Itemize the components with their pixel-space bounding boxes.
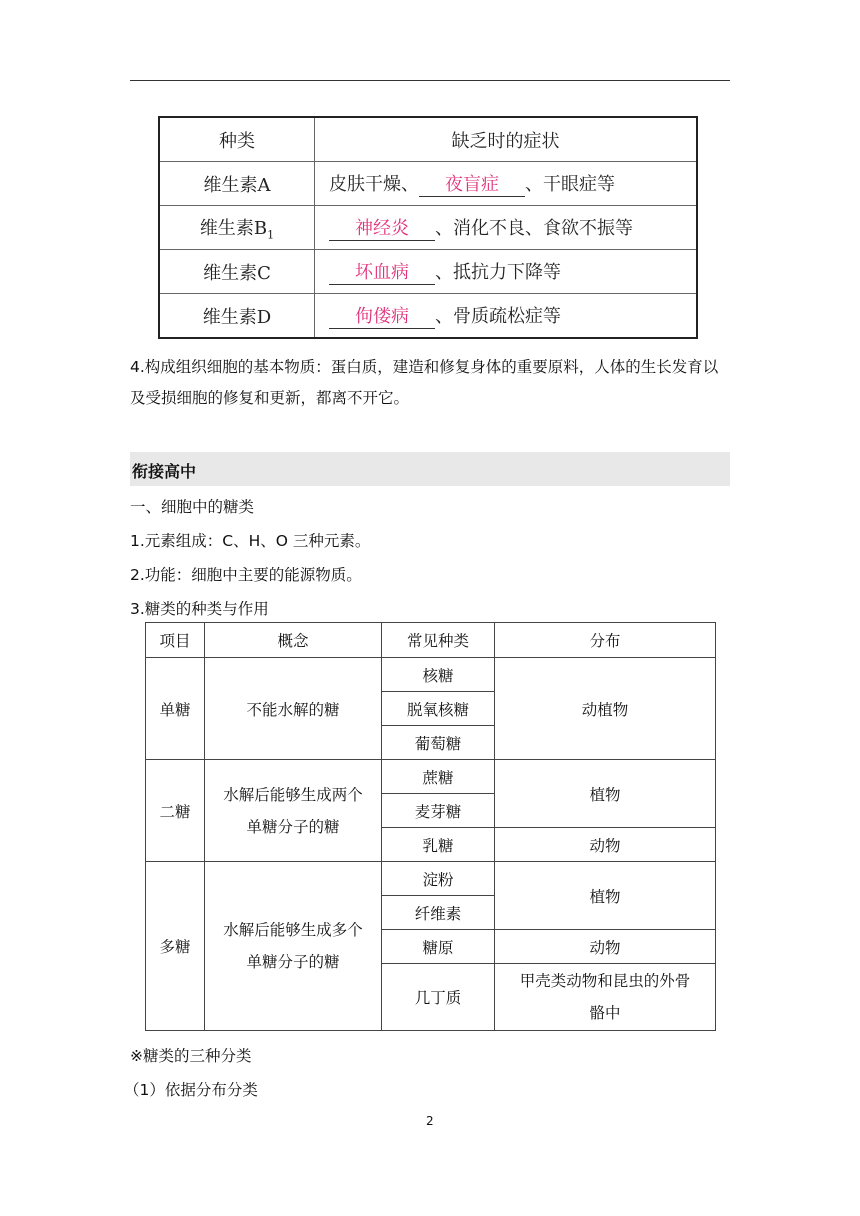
header-cell: 分布 — [495, 623, 716, 658]
page-number: 2 — [426, 1114, 434, 1128]
type-cell: 葡萄糖 — [382, 726, 495, 760]
header-cell: 常见种类 — [382, 623, 495, 658]
table-row — [146, 862, 716, 896]
distribution-cell: 植物 — [495, 760, 716, 828]
type-cell: 纤维素 — [382, 896, 495, 930]
vitamin-name: 维生素D — [159, 294, 315, 339]
text-line: 3.糖类的种类与作用 — [130, 600, 269, 618]
vitamin-name: 维生素C — [159, 250, 315, 294]
category-cell: 多糖 — [146, 862, 205, 1031]
answer-blank: 佝偻病 — [329, 302, 435, 329]
distribution-line: 甲壳类动物和昆虫的外骨 — [519, 972, 691, 990]
concept-line: 单糖分子的糖 — [246, 953, 340, 971]
type-cell: 蔗糖 — [382, 760, 495, 794]
answer-blank: 坏血病 — [329, 258, 435, 285]
type-cell: 核糖 — [382, 658, 495, 692]
distribution-cell — [495, 964, 716, 1031]
header-cell: 种类 — [159, 117, 315, 162]
concept-cell — [205, 760, 382, 862]
type-cell: 麦芽糖 — [382, 794, 495, 828]
symptom-pre: 皮肤干燥、 — [329, 174, 419, 195]
vitamin-name: 维生素B — [199, 217, 268, 239]
section-bar — [130, 452, 730, 486]
symptom-post: 、干眼症等 — [525, 174, 615, 195]
note-subheading: （1）依据分布分类 — [124, 1081, 258, 1099]
category-cell: 二糖 — [146, 760, 205, 862]
type-cell: 几丁质 — [382, 964, 495, 1031]
table-row — [159, 294, 697, 339]
concept-cell: 不能水解的糖 — [205, 658, 382, 760]
table-row — [146, 658, 716, 692]
vitamin-table — [158, 116, 698, 339]
table-row — [159, 206, 697, 250]
table-row — [146, 760, 716, 794]
header-rule — [130, 80, 730, 81]
distribution-cell: 动植物 — [495, 658, 716, 760]
answer-blank: 神经炎 — [329, 214, 435, 241]
distribution-line: 骼中 — [589, 1004, 621, 1022]
header-cell: 项目 — [146, 623, 205, 658]
text-line: 1.元素组成：C、H、O 三种元素。 — [130, 532, 371, 550]
vitamin-name: 维生素A — [159, 162, 315, 206]
distribution-cell: 植物 — [495, 862, 716, 930]
distribution-cell: 动物 — [495, 828, 716, 862]
type-cell: 脱氧核糖 — [382, 692, 495, 726]
symptom-cell — [315, 294, 698, 339]
subscript: 1 — [267, 228, 275, 242]
header-cell: 缺乏时的症状 — [315, 117, 698, 162]
sugar-table — [145, 622, 716, 1031]
symptom-post: 、抵抗力下降等 — [435, 262, 561, 283]
symptom-post: 、消化不良、食欲不振等 — [435, 218, 633, 239]
table-header-row — [159, 117, 697, 162]
type-cell: 淀粉 — [382, 862, 495, 896]
concept-line: 水解后能够生成两个 — [223, 785, 363, 804]
header-cell: 概念 — [205, 623, 382, 658]
heading-sugars: 一、细胞中的糖类 — [130, 498, 255, 516]
section-title: 衔接高中 — [132, 462, 197, 481]
distribution-cell: 动物 — [495, 930, 716, 964]
note-heading: ※糖类的三种分类 — [130, 1047, 252, 1065]
table-row — [159, 250, 697, 294]
concept-line: 水解后能够生成多个 — [223, 921, 363, 939]
text-line: 2.功能：细胞中主要的能源物质。 — [130, 566, 362, 584]
type-cell: 乳糖 — [382, 828, 495, 862]
vitamin-name-cell — [159, 206, 315, 250]
symptom-post: 、骨质疏松症等 — [435, 306, 561, 327]
symptom-cell — [315, 162, 698, 206]
concept-cell — [205, 862, 382, 1031]
table-header-row — [146, 623, 716, 658]
concept-line: 单糖分子的糖 — [246, 817, 340, 836]
symptom-cell — [315, 206, 698, 250]
type-cell: 糖原 — [382, 930, 495, 964]
symptom-cell — [315, 250, 698, 294]
table-row — [159, 162, 697, 206]
category-cell: 单糖 — [146, 658, 205, 760]
paragraph-4: 4.构成组织细胞的基本物质：蛋白质，建造和修复身体的重要原料，人体的生长发育以及受损细胞的修复和更新，都离不开它。 — [130, 358, 719, 407]
answer-blank: 夜盲症 — [419, 170, 525, 197]
